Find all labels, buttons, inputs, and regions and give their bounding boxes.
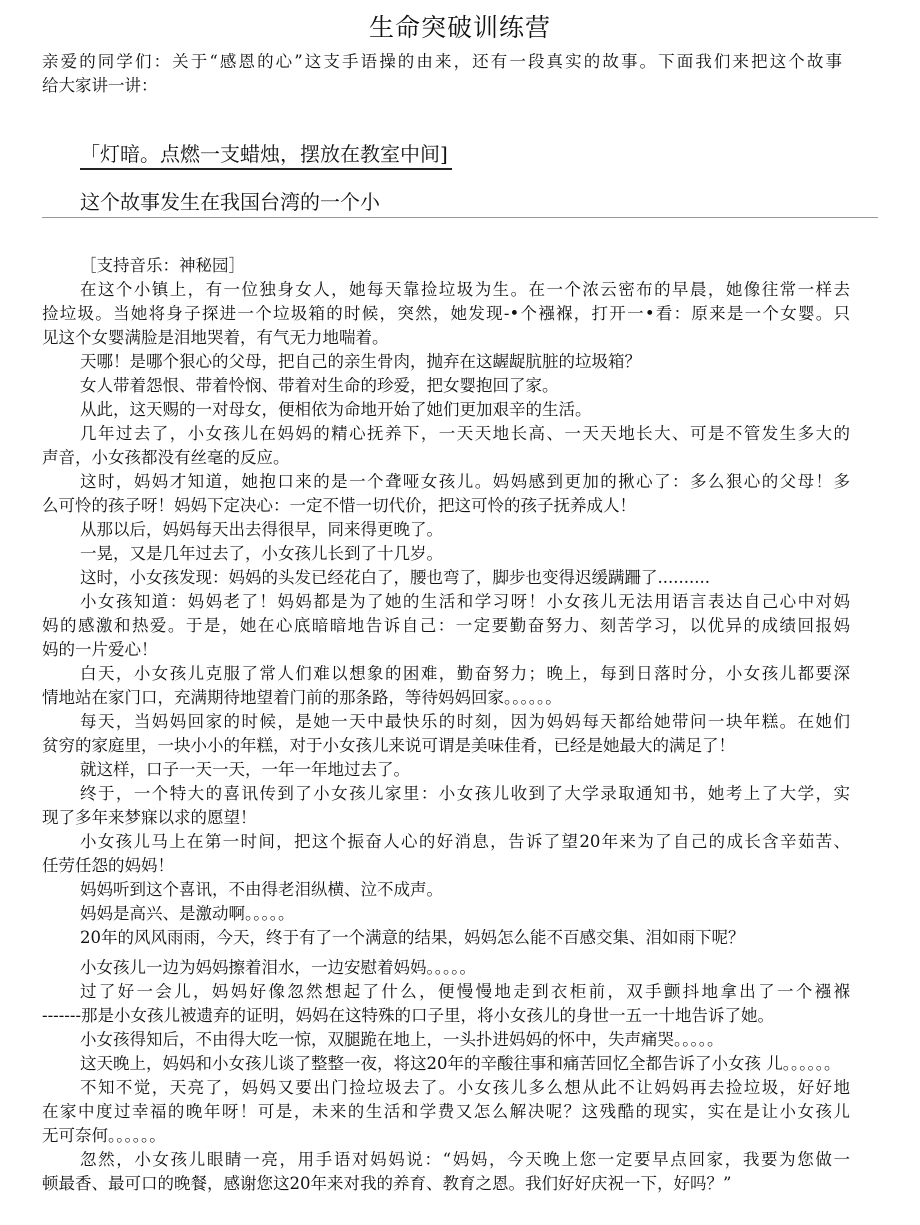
story-paragraph bbox=[42, 1052, 850, 1076]
story-paragraph bbox=[42, 374, 850, 398]
paragraph-line: 一晃，又是几年过去了，小女孩儿长到了十几岁。 bbox=[80, 544, 443, 563]
paragraph-line: 天哪！是哪个狠心的父母，把自己的亲生骨肉，抛弃在这龌龊肮脏的垃圾箱？ bbox=[80, 352, 641, 371]
story-paragraph bbox=[42, 566, 850, 590]
story-paragraph bbox=[42, 350, 850, 374]
paragraph-line: 这时，小女孩发现：妈妈的头发已经花白了，腰也弯了，脚步也变得迟缓蹒跚了.......... bbox=[80, 568, 710, 587]
story-paragraph bbox=[42, 956, 850, 980]
story-heading: 这个故事发生在我国台湾的一个小 bbox=[80, 190, 380, 214]
story-paragraph bbox=[42, 830, 850, 878]
paragraph-line: 几年过去了，小女孩儿在妈妈的精心抚养下，一天天地长高、一天天地长大、可是不管发生多大的 bbox=[80, 424, 850, 443]
intro-paragraph bbox=[42, 50, 842, 98]
paragraph-line: 妈妈是高兴、是激动啊。。。。。 bbox=[80, 904, 295, 923]
paragraph-line: 顿最香、最可口的晚餐，感谢您这20年来对我的养育、教育之恩。我们好好庆祝一下，好吗？” bbox=[42, 1174, 732, 1193]
paragraph-line: 任劳任怨的妈妈！ bbox=[42, 856, 174, 875]
paragraph-line: 20年的风风雨雨，今天，终于有了一个满意的结果，妈妈怎么能不百感交集、泪如雨下呢？ bbox=[80, 928, 745, 947]
paragraph-line: 从此，这天赐的一对母女，便相依为命地开始了她们更加艰辛的生活。 bbox=[80, 400, 592, 419]
paragraph-line: 小女孩儿一边为妈妈擦着泪水，一边安慰着妈妈。。。。。 bbox=[80, 958, 476, 977]
paragraph-line: 过了好一会儿，妈妈好像忽然想起了什么，便慢慢地走到衣柜前，双手颤抖地拿出了一个襁褓 bbox=[80, 982, 850, 1001]
paragraph-line: 在这个小镇上，有一位独身女人，她每天靠捡垃圾为生。在一个浓云密布的早晨，她像往常一样去 bbox=[80, 280, 850, 299]
story-paragraph bbox=[42, 518, 850, 542]
paragraph-line: 终于，一个特大的喜讯传到了小女孩儿家里：小女孩儿收到了大学录取通知书，她考上了大学，实 bbox=[80, 784, 850, 803]
story-paragraph bbox=[42, 878, 850, 902]
paragraph-line: 小女孩知道：妈妈老了！妈妈都是为了她的生活和学习呀！小女孩儿无法用语言表达自己心中对妈 bbox=[80, 592, 850, 611]
stage-direction: 「灯暗。点燃一支蜡烛，摆放在教室中间] bbox=[80, 140, 452, 170]
intro-line: 给大家讲一讲： bbox=[42, 76, 158, 95]
story-paragraph bbox=[42, 590, 850, 662]
story-paragraph bbox=[42, 710, 850, 758]
paragraph-line: -------那是小女孩儿被遗弃的证明，妈妈在这特殊的口子里，将小女孩儿的身世一五一十地告诉了她。 bbox=[42, 1006, 775, 1025]
paragraph-line: 捡垃圾。当她将身子探进一个垃圾箱的时候，突然，她发现-•个襁褓，打开一•看：原来是一个女婴。只 bbox=[42, 304, 850, 323]
paragraph-line: 小女孩儿马上在第一时间，把这个振奋人心的好消息，告诉了望20年来为了自己的成长含辛茹苦、 bbox=[80, 832, 850, 851]
paragraph-line: 现了多年来梦寐以求的愿望！ bbox=[42, 808, 257, 827]
paragraph-line: 就这样，口子一天一天，一年一年地过去了。 bbox=[80, 760, 410, 779]
paragraph-line: 女人带着怨恨、带着怜悯、带着对生命的珍爱，把女婴抱回了家。 bbox=[80, 376, 559, 395]
story-paragraph bbox=[42, 470, 850, 518]
paragraph-line: 无可奈何。。。。。。 bbox=[42, 1126, 166, 1145]
paragraph-line: 在家中度过幸福的晚年呀！可是，未来的生活和学费又怎么解决呢？这残酷的现实，实在是让小女孩儿 bbox=[42, 1102, 850, 1121]
paragraph-line: 不知不觉，天亮了，妈妈又要出门捡垃圾去了。小女孩儿多么想从此不让妈妈再去捡垃圾，好好地 bbox=[80, 1078, 850, 1097]
story-paragraph bbox=[42, 662, 850, 710]
story-paragraph bbox=[42, 926, 850, 950]
paragraph-line: 贫穷的家庭里，一块小小的年糕，对于小女孩儿来说可谓是美味佳肴，已经是她最大的满足了！ bbox=[42, 736, 735, 755]
paragraph-line: 妈的感激和热爱。于是，她在心底暗暗地告诉自己：一定要勤奋努力、刻苦学习，以优异的成绩回报妈 bbox=[42, 616, 850, 635]
divider bbox=[42, 217, 878, 218]
story-body bbox=[42, 254, 850, 1196]
paragraph-line: 声音，小女孩都没有丝毫的反应。 bbox=[42, 448, 290, 467]
document-title: 生命突破训练营 bbox=[368, 13, 551, 42]
paragraph-line: 每天，当妈妈回家的时候，是她一天中最快乐的时刻，因为妈妈每天都给她带问一块年糕。在她们 bbox=[80, 712, 850, 731]
paragraph-line: 这天晚上，妈妈和小女孩儿谈了整整一夜，将这20年的辛酸往事和痛苦回忆全都告诉了小女孩 儿。。。。。。 bbox=[80, 1054, 841, 1073]
paragraph-line: 忽然，小女孩儿眼睛一亮，用手语对妈妈说：“妈妈，今天晚上您一定要早点回家，我要为您做一 bbox=[80, 1150, 850, 1169]
story-paragraph bbox=[42, 1076, 850, 1148]
paragraph-line: 从那以后，妈妈每天出去得很早，同来得更晚了。 bbox=[80, 520, 443, 539]
paragraph-line: 见这个女婴满脸是泪地哭着，有气无力地喘着。 bbox=[42, 328, 389, 347]
paragraph-line: 情地站在家门口，充满期待地望着门前的那条路，等待妈妈回家。。。。。。 bbox=[42, 688, 562, 707]
story-paragraph bbox=[42, 980, 850, 1028]
story-paragraph bbox=[42, 542, 850, 566]
story-paragraph bbox=[42, 254, 850, 278]
paragraph-line: 妈的一片爱心！ bbox=[42, 640, 158, 659]
paragraph-line: 妈妈听到这个喜讯，不由得老泪纵横、泣不成声。 bbox=[80, 880, 443, 899]
story-paragraph bbox=[42, 1028, 850, 1052]
intro-line: 亲爱的同学们：关于“感恩的心”这支手语操的由来，还有一段真实的故事。下面我们来把这个故事 bbox=[42, 52, 842, 71]
story-paragraph bbox=[42, 422, 850, 470]
story-paragraph bbox=[42, 1148, 850, 1196]
paragraph-line: 这时，妈妈才知道，她抱口来的是一个聋哑女孩儿。妈妈感到更加的揪心了：多么狠心的父母！多 bbox=[80, 472, 850, 491]
paragraph-line: 白天，小女孩儿克服了常人们难以想象的困难，勤奋努力；晚上，每到日落时分，小女孩儿都要深 bbox=[80, 664, 850, 683]
story-paragraph bbox=[42, 398, 850, 422]
paragraph-line: ［支持音乐：神秘园］ bbox=[80, 256, 245, 275]
paragraph-line: 么可怜的孩子呀！妈妈下定决心：一定不惜一切代价，把这可怜的孩子抚养成人！ bbox=[42, 496, 636, 515]
paragraph-line: 小女孩得知后，不由得大吃一惊，双腿跪在地上，一头扑进妈妈的怀中，失声痛哭。。。。。 bbox=[80, 1030, 724, 1049]
story-paragraph bbox=[42, 758, 850, 782]
story-paragraph bbox=[42, 782, 850, 830]
story-paragraph bbox=[42, 902, 850, 926]
story-paragraph bbox=[42, 278, 850, 350]
